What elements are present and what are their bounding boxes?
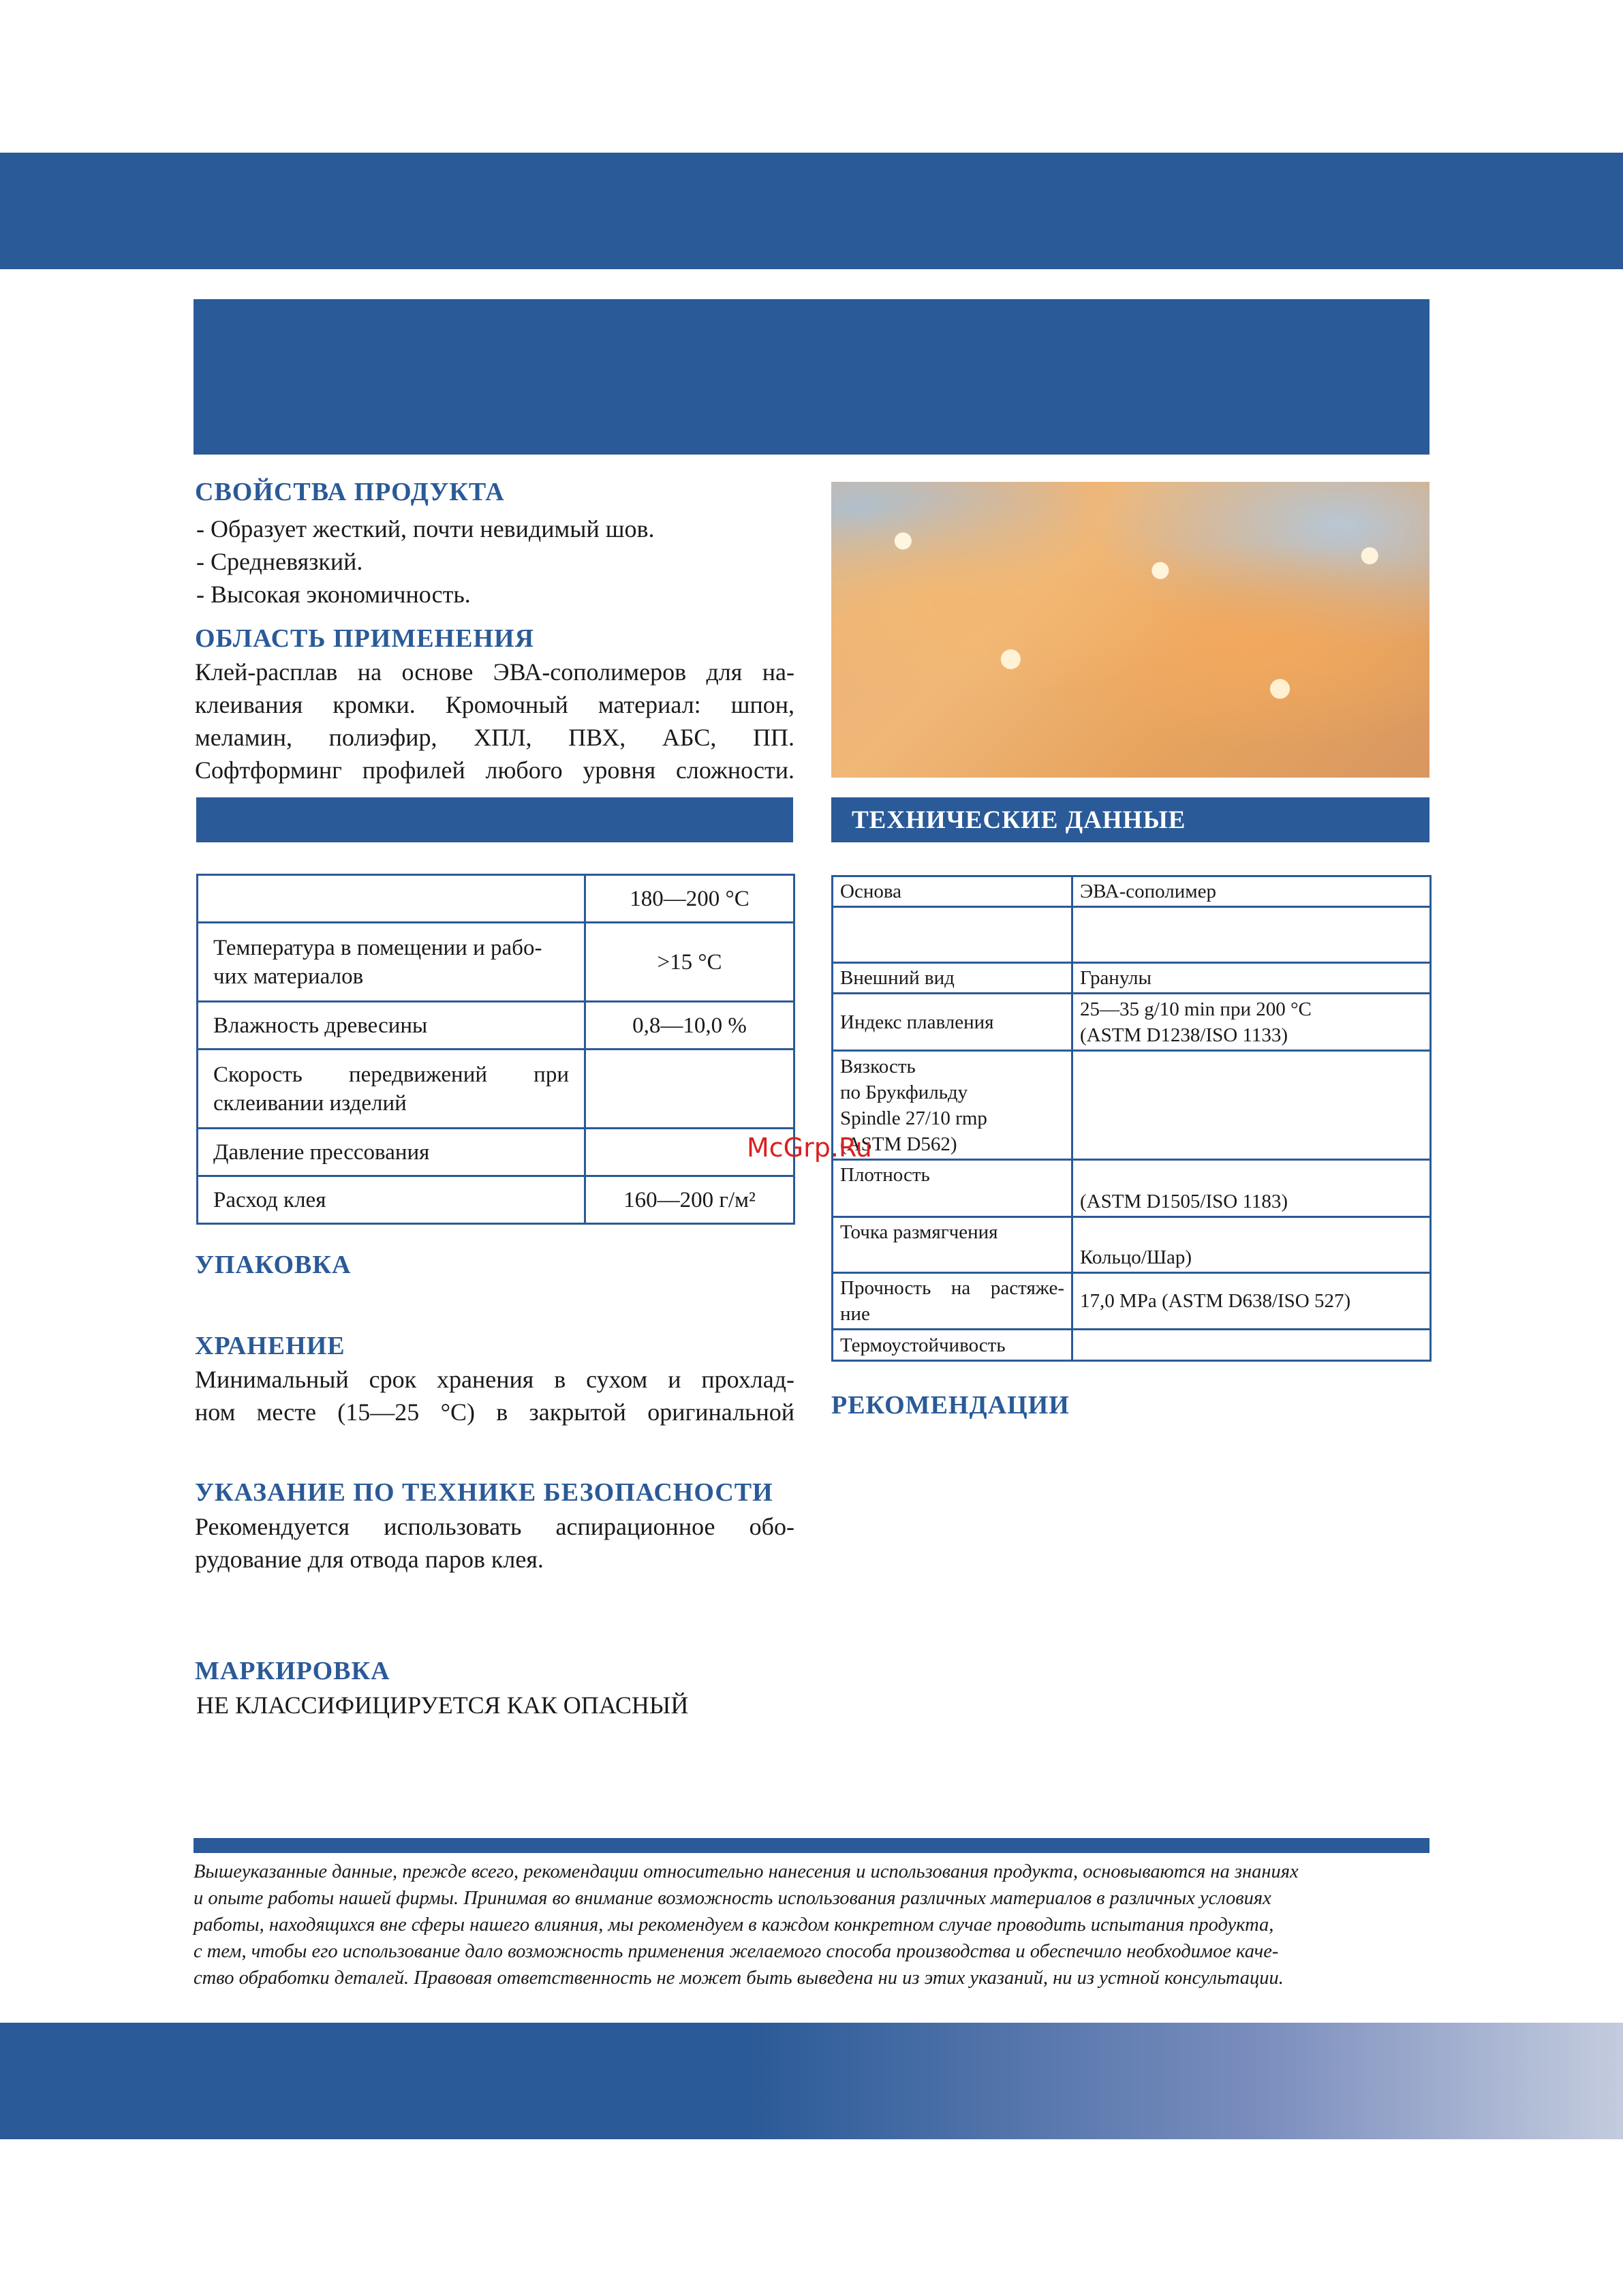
- table-row: [833, 963, 1431, 994]
- table-cell-param: [833, 994, 1072, 1051]
- cell-line: Точка размягчения: [840, 1221, 998, 1243]
- cell-line: (ASTM D562): [840, 1133, 957, 1155]
- disclaimer-line: с тем, чтобы его использование дало возможность применения желаемого способа производства и обеспечило необходимое каче-: [194, 1941, 1279, 1962]
- footer-rule: [194, 1838, 1429, 1853]
- disclaimer-line: работы, находящихся вне сферы нашего влияния, мы рекомендуем в каждом конкретном случае проводить испытания продукта,: [194, 1914, 1274, 1935]
- text-line: Клей-расплав на основе ЭВА-сополимеров для на-: [195, 658, 794, 686]
- cell-line: Spindle 27/10 rmp: [840, 1107, 987, 1129]
- table-cell-param: Влажность древесины: [198, 1002, 585, 1050]
- disclaimer-line: ство обработки деталей. Правовая ответственность не может быть выведена ни из этих указаний, ни из устной консультации.: [194, 1968, 1284, 1989]
- labeling-heading: МАРКИРОВКА: [195, 1657, 390, 1685]
- table-row: [198, 1050, 794, 1129]
- application-text: [195, 656, 794, 786]
- table-cell-param: [833, 963, 1072, 994]
- table-cell-value: [1072, 1160, 1431, 1217]
- table-cell-value: [1072, 876, 1431, 907]
- table-cell-value: [1072, 1330, 1431, 1361]
- table-cell-value: [1072, 994, 1431, 1051]
- storage-text: [195, 1363, 794, 1428]
- safety-heading: УКАЗАНИЕ ПО ТЕХНИКЕ БЕЗОПАСНОСТИ: [195, 1478, 773, 1507]
- cell-line: чих материалов: [213, 964, 364, 989]
- cell-line: (ASTM D1238/ISO 1133): [1080, 1024, 1288, 1046]
- table-cell-value: [1072, 1217, 1431, 1273]
- cell-line: (ASTM D1505/ISO 1183): [1080, 1191, 1288, 1212]
- text-line: Минимальный срок хранения в сухом и прохлад-: [195, 1366, 794, 1393]
- watermark: McGrp.Ru: [747, 1133, 872, 1163]
- technical-heading: ТЕХНИЧЕСКИЕ ДАННЫЕ: [852, 806, 1186, 834]
- table-row: [833, 876, 1431, 907]
- table-row: [198, 875, 794, 923]
- cell-line: Вязкость: [840, 1055, 916, 1077]
- cell-line: Температура в помещении и рабо-: [213, 935, 542, 960]
- properties-list: [196, 512, 654, 611]
- table-cell-param: Расход клея: [198, 1176, 585, 1224]
- table-cell-value: 180—200 °С: [585, 875, 794, 923]
- text-line: меламин, полиэфир, ХПЛ, ПВХ, АБС, ПП.: [195, 724, 794, 751]
- technical-bar: [831, 797, 1429, 842]
- table-cell-param: [833, 1330, 1072, 1361]
- title-box: [194, 299, 1429, 455]
- table-row: [198, 1002, 794, 1050]
- safety-text: [195, 1510, 794, 1576]
- storage-heading: ХРАНЕНИЕ: [195, 1332, 345, 1360]
- bottom-banner: [0, 2023, 1623, 2139]
- cell-line: 25—35 g/10 min при 200 °C: [1080, 998, 1312, 1020]
- list-item: - Высокая экономичность.: [196, 581, 471, 608]
- cell-line: ЭВА-сополимер: [1080, 881, 1216, 902]
- cell-line: Скорость передвижений при: [213, 1062, 569, 1087]
- table-row: [198, 923, 794, 1002]
- table-cell-param: Давление прессования: [198, 1129, 585, 1176]
- cell-line: Прочность на растяже-: [840, 1277, 1064, 1299]
- table-cell-param: [833, 876, 1072, 907]
- table-cell-value: 0,8—10,0 %: [585, 1002, 794, 1050]
- cell-line: Кольцо/Шар): [1080, 1246, 1192, 1268]
- table-cell-param: [198, 923, 585, 1002]
- table-cell-value: [1072, 907, 1431, 963]
- table-cell-value: >15 °C: [585, 923, 794, 1002]
- recommendations-heading: РЕКОМЕНДАЦИИ: [831, 1391, 1070, 1420]
- table-row: [198, 1176, 794, 1224]
- granules-photo: [831, 482, 1429, 778]
- table-cell-value: [1072, 963, 1431, 994]
- disclaimer-line: и опыте работы нашей фирмы. Принимая во внимание возможность использования различных материалов в различных условиях: [194, 1888, 1271, 1909]
- table-cell-value: [1072, 1051, 1431, 1160]
- table-cell-value: [1072, 1273, 1431, 1330]
- list-item: - Образует жесткий, почти невидимый шов.: [196, 515, 655, 542]
- table-row: [833, 907, 1431, 963]
- table-row: [833, 1273, 1431, 1330]
- cell-line: Плотность: [840, 1164, 930, 1186]
- processing-table: [196, 874, 795, 1225]
- table-row: [833, 1217, 1431, 1273]
- cell-line: Гранулы: [1080, 967, 1152, 989]
- text-line: Рекомендуется использовать аспирационное обо-: [195, 1513, 794, 1540]
- table-row: [833, 1160, 1431, 1217]
- table-row: [833, 994, 1431, 1051]
- text-line: ном месте (15—25 °C) в закрытой оригинальной: [195, 1398, 794, 1426]
- cell-line: по Брукфильду: [840, 1081, 968, 1103]
- packaging-heading: УПАКОВКА: [195, 1251, 352, 1279]
- table-cell-param: [833, 1160, 1072, 1217]
- table-row: [833, 1051, 1431, 1160]
- cell-line: Внешний вид: [840, 967, 955, 989]
- disclaimer-line: Вышеуказанные данные, прежде всего, рекомендации относительно нанесения и использования продукта, основываются на знаниях: [194, 1861, 1299, 1882]
- table-cell-param: [833, 1217, 1072, 1273]
- cell-line: Термоустойчивость: [840, 1334, 1006, 1356]
- cell-line: склеивании изделий: [213, 1090, 407, 1116]
- top-banner: [0, 153, 1623, 269]
- table-row: [198, 1129, 794, 1176]
- cell-line: Основа: [840, 881, 902, 902]
- cell-line: Индекс плавления: [840, 1011, 994, 1033]
- text-line: клеивания кромки. Кромочный материал: шпон,: [195, 691, 794, 718]
- table-cell-value: [585, 1050, 794, 1129]
- labeling-text: НЕ КЛАССИФИЦИРУЕТСЯ КАК ОПАСНЫЙ: [196, 1692, 689, 1719]
- table-cell-param: [833, 907, 1072, 963]
- table-cell-param: [833, 1273, 1072, 1330]
- cell-line: ние: [840, 1303, 870, 1325]
- properties-heading: СВОЙСТВА ПРОДУКТА: [195, 478, 505, 506]
- table-cell-param: [198, 1050, 585, 1129]
- table-cell-param: [198, 875, 585, 923]
- disclaimer: [194, 1858, 1429, 1991]
- processing-bar: [196, 797, 793, 842]
- text-line: Софтформинг профилей любого уровня сложности.: [195, 756, 794, 784]
- application-heading: ОБЛАСТЬ ПРИМЕНЕНИЯ: [195, 624, 535, 653]
- table-cell-value: 160—200 г/м²: [585, 1176, 794, 1224]
- table-row: [833, 1330, 1431, 1361]
- cell-line: 17,0 MPa (ASTM D638/ISO 527): [1080, 1290, 1351, 1312]
- technical-table: [831, 875, 1432, 1362]
- list-item: - Средневязкий.: [196, 548, 363, 575]
- text-line: рудование для отвода паров клея.: [195, 1546, 544, 1573]
